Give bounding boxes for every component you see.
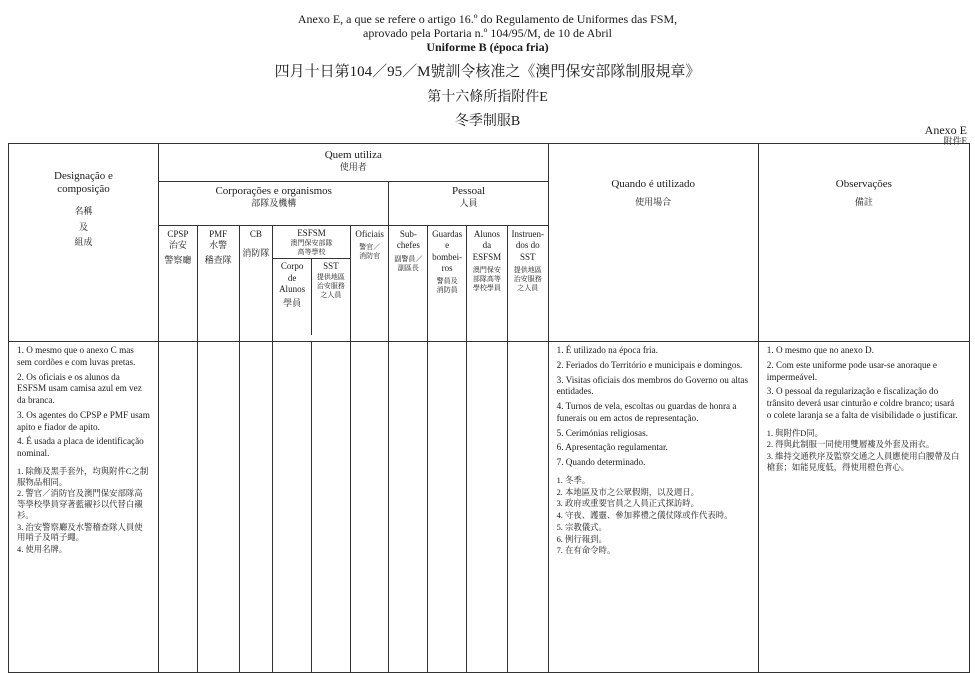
col-oficiais — [350, 226, 389, 342]
corporacoes-zh: 部隊及機構 — [251, 198, 297, 209]
col-instrutores-c: SST — [519, 251, 536, 262]
col-instrutores-d: 提供地區 — [513, 265, 542, 274]
col-esfsm-c: 高等學校 — [297, 248, 326, 257]
quando-item-zh: 5. 宗教儀式。 — [556, 522, 607, 532]
quando-item: 3. Visitas oficiais dos membros do Governo ou altas entidades. — [556, 374, 749, 397]
composicao-item-zh: 3. 治安警察廳及水警稽查隊人員使用哨子及哨子繩。 — [17, 522, 143, 543]
header-quando — [548, 144, 758, 342]
quando-item: 5. Cerimónias religiosas. — [556, 427, 648, 438]
col-guardas-a: Guardas — [432, 229, 463, 239]
col-subchefes — [389, 226, 428, 342]
col-pmf — [197, 226, 239, 342]
quem-utiliza-zh: 使用者 — [339, 162, 367, 173]
col-alunos-f: 學校學員 — [472, 283, 501, 292]
col-instrutores-e: 治安服務 — [513, 274, 542, 283]
composicao-item-zh: 1. 除飾及黑手套外，均與附件C之制服物品相同。 — [17, 466, 149, 487]
col-oficiais-c: 消防官 — [359, 252, 381, 261]
header-pessoal — [389, 182, 548, 226]
designacao-pt-2: composição — [57, 183, 110, 196]
col-sst-c: 治安服務 — [316, 281, 345, 290]
quando-item-zh: 6. 例行報到。 — [556, 534, 607, 544]
uniform-table — [8, 143, 970, 673]
quando-item: 1. É utilizado na época fria. — [556, 345, 658, 355]
header-uniform-title: Uniforme B (época fria) — [426, 40, 549, 54]
col-guardas — [428, 226, 467, 342]
observacao-item: 1. O mesmo que no anexo D. — [766, 345, 874, 355]
col-alunos-e: 部隊高等 — [472, 274, 501, 283]
empty-cell — [273, 342, 312, 673]
quando-item-zh: 4. 守夜、護靈、參加葬禮之儀仗隊或作代表時。 — [556, 511, 733, 521]
col-cpsp-b: 治安 — [168, 240, 187, 251]
col-subchefes-d: 副區長 — [397, 263, 419, 272]
col-cpsp-a: CPSP — [167, 229, 189, 239]
col-subchefes-c: 副警員／ — [394, 254, 423, 263]
quando-item: 4. Turnos de vela, escoltas ou guardas de honra a funerais ou em actos de representação. — [556, 401, 737, 423]
header-corporacoes — [158, 182, 389, 226]
col-sst-b: 提供地區 — [316, 272, 345, 281]
col-corpo-b: de — [287, 272, 297, 283]
empty-cell — [428, 342, 467, 673]
col-corpo-a: Corpo — [280, 261, 304, 272]
corporacoes-pt: Corporações e organismos — [215, 185, 332, 197]
header-line-2: aprovado pela Portaria n.º 104/95/M, de 10 de Abril — [363, 26, 612, 40]
empty-cell — [197, 342, 239, 673]
observacoes-zh-list — [763, 429, 965, 474]
composicao-item: 2. Os oficiais e os alunos da ESFSM usam camisa azul em vez da branca. — [17, 371, 142, 406]
pessoal-pt: Pessoal — [452, 185, 486, 197]
col-instrutores-b: dos do — [515, 240, 540, 251]
empty-cell — [467, 342, 508, 673]
pessoal-zh: 人員 — [459, 198, 478, 209]
col-oficiais-b: 警官／ — [359, 243, 381, 252]
col-cb — [239, 226, 273, 342]
annex-label-pt: Anexo E — [924, 123, 967, 137]
quando-item: 6. Apresentação regulamentar. — [556, 442, 668, 453]
header-line-zh-3: 冬季制服B — [454, 114, 521, 129]
header-quem-utiliza — [158, 144, 548, 182]
col-subchefes-b: chefes — [396, 240, 420, 251]
annex-label-zh: 附件E — [943, 135, 967, 146]
quem-utiliza-pt: Quem utiliza — [324, 149, 382, 161]
col-instrutores-f: 之人員 — [517, 283, 539, 292]
quando-item: 2. Feriados do Território e municipais e domingos. — [556, 359, 743, 370]
quando-item-zh: 7. 在有命令時。 — [556, 546, 616, 556]
col-alunos-b: da — [482, 240, 492, 251]
observacoes-cell — [758, 342, 969, 673]
col-sst-d: 之人員 — [320, 290, 342, 299]
col-oficiais-a: Oficiais — [355, 229, 384, 239]
composicao-item: 1. O mesmo que o anexo C mas sem cordões e com luvas pretas. — [17, 345, 136, 367]
col-alunos — [467, 226, 508, 342]
composicao-item: 4. É usada a placa de identificação nominal. — [17, 436, 144, 459]
designacao-zh-1: 名稱 — [74, 206, 93, 217]
quando-item: 7. Quando determinado. — [556, 457, 646, 468]
quando-pt: Quando é utilizado — [611, 178, 696, 190]
composicao-item: 3. Os agentes do CPSP e PMF usam apito e fiador de apito. — [17, 409, 150, 432]
quando-zh-list — [553, 476, 754, 557]
quando-zh: 使用場合 — [635, 197, 672, 208]
col-guardas-d: ros — [441, 262, 453, 273]
col-cpsp — [158, 226, 197, 342]
header-designacao — [9, 144, 159, 342]
col-guardas-f: 消防員 — [436, 286, 458, 295]
header-line-1: Anexo E, a que se refere o artigo 16.º do Regulamento de Uniformes das FSM, — [297, 12, 678, 26]
observacoes-pt: Observações — [835, 178, 892, 190]
col-corpo-c: Alunos — [279, 283, 306, 294]
col-cpsp-c: 警察廳 — [164, 254, 192, 265]
empty-cell — [158, 342, 197, 673]
observacao-item: 2. Com este uniforme pode usar-se anoraque e impermeável. — [766, 359, 937, 382]
quando-cell — [548, 342, 758, 673]
col-instrutores-a: Instruen- — [511, 229, 544, 239]
col-pmf-c: 稽查隊 — [204, 254, 232, 265]
col-sst-a: SST — [323, 261, 339, 272]
col-pmf-b: 水警 — [209, 240, 228, 251]
empty-cell — [350, 342, 389, 673]
quando-item-zh: 2. 本地區及市之公眾假期，以及週日。 — [556, 487, 699, 497]
col-esfsm-a: ESFSM — [297, 228, 326, 238]
observacoes-pt-list — [763, 345, 965, 422]
col-pmf-a: PMF — [209, 229, 228, 239]
col-alunos-d: 澳門保安 — [472, 265, 501, 274]
observacoes-zh: 備註 — [854, 197, 873, 208]
quando-item-zh: 1. 冬季。 — [556, 475, 591, 485]
header-observacoes — [758, 144, 969, 342]
col-guardas-b: e — [445, 240, 450, 251]
col-cb-a: CB — [249, 229, 262, 239]
composicao-cell — [9, 342, 159, 673]
col-corpo-alunos — [273, 259, 312, 335]
col-instrutores — [507, 226, 548, 342]
empty-cell — [389, 342, 428, 673]
col-esfsm-b: 澳門保安部隊 — [290, 239, 333, 248]
col-sst — [312, 259, 350, 335]
col-alunos-c: ESFSM — [472, 251, 502, 262]
header-line-zh-2: 第十六條所指附件E — [427, 90, 548, 105]
composicao-pt-list — [13, 345, 154, 460]
designacao-pt-1: Designação e — [54, 170, 113, 182]
col-corpo-d: 學員 — [283, 298, 302, 309]
designacao-zh-2: 及 — [78, 221, 88, 232]
empty-cell — [239, 342, 273, 673]
designacao-zh-3: 組成 — [74, 236, 93, 247]
header-line-zh-1: 四月十日第104／95／M號訓令核准之《澳門保安部隊制服規章》 — [274, 64, 701, 80]
empty-cell — [507, 342, 548, 673]
quando-pt-list — [553, 345, 754, 469]
composicao-item-zh: 4. 使用名牌。 — [17, 545, 68, 555]
observacao-item-zh: 3. 維持交通秩序及監察交通之人員應使用白腰帶及白槍套；如能見度低，得使用橙色背心。 — [766, 452, 960, 472]
col-guardas-e: 警員及 — [436, 277, 458, 285]
empty-cell — [311, 342, 350, 673]
composicao-item-zh: 2. 警官／消防官及澳門保安部隊高等學校學員穿著藍襯衫以代替白襯衫。 — [17, 489, 143, 520]
quando-item-zh: 3. 政府或重要官員之人員正式探訪時。 — [556, 499, 699, 509]
observacao-item-zh: 2. 得與此制服一同使用雙層褸及外套及雨衣。 — [766, 440, 935, 450]
composicao-zh-list — [13, 467, 154, 556]
observacao-item-zh: 1. 與附件D同。 — [766, 428, 824, 438]
col-alunos-a: Alunos — [473, 229, 500, 239]
col-esfsm — [273, 226, 351, 342]
col-guardas-c: bombei- — [432, 251, 463, 262]
col-subchefes-a: Sub- — [399, 229, 417, 239]
observacao-item: 3. O pessoal da regularização e fiscalização do trânsito deverá usar cinturão e coldre branco; usará o colete laranja se a falta de visibilidade o justificar. — [766, 386, 958, 420]
col-cb-b: 消防隊 — [242, 248, 270, 259]
